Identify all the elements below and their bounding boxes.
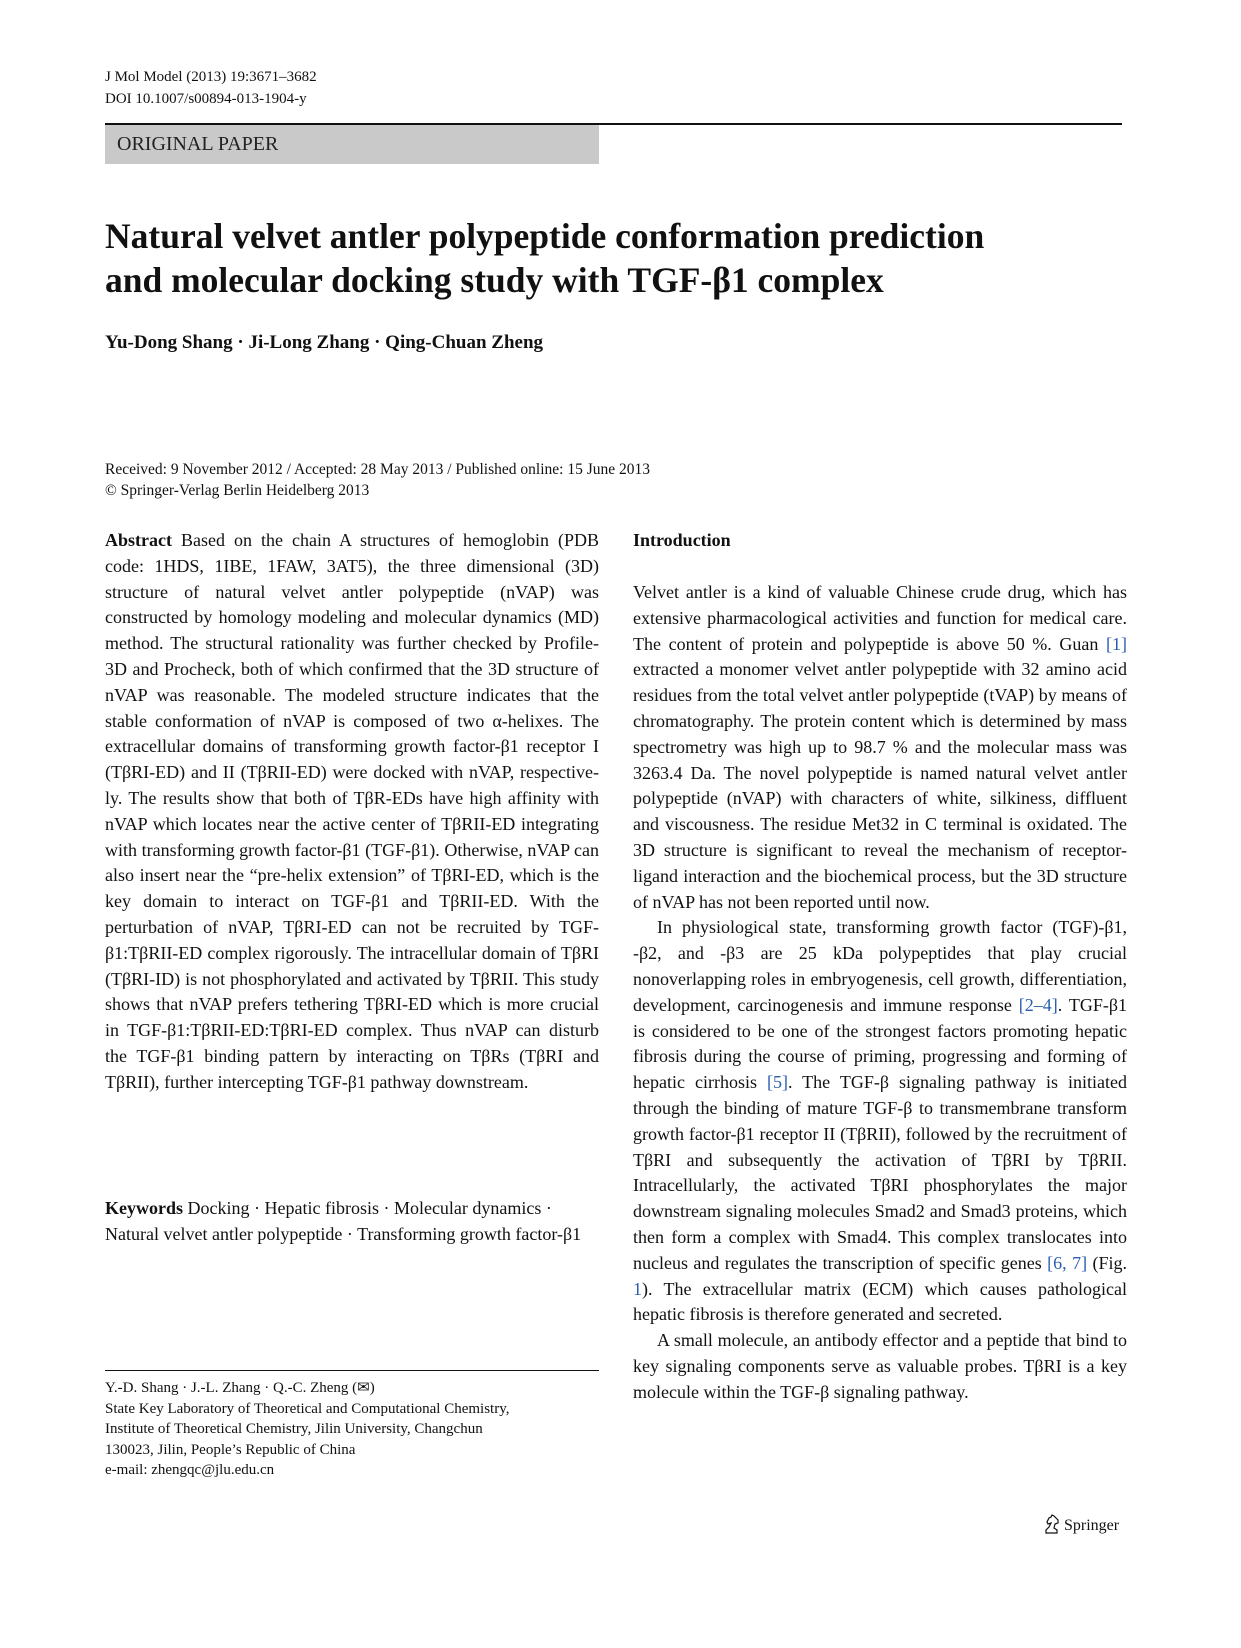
journal-info — [105, 66, 317, 110]
intro-paragraph-3: A small molecule, an antibody effector and a peptide that bind to key signaling components serve as valuable probes. TβRI is a key molecule within the TGF-β signaling pathway. — [633, 1330, 1127, 1402]
copyright-notice: © Springer-Verlag Berlin Heidelberg 2013 — [105, 482, 370, 499]
journal-citation: J Mol Model (2013) 19:3671–3682 — [105, 69, 317, 85]
affiliation-authors: Y.-D. Shang · J.-L. Zhang · Q.-C. Zheng (✉) — [105, 1380, 375, 1396]
title-line-1: Natural velvet antler polypeptide conformation prediction — [105, 216, 985, 256]
title-line-2: and molecular docking study with TGF-β1 complex — [105, 260, 884, 300]
text-span: (Fig. — [1087, 1252, 1127, 1273]
keywords — [105, 1196, 599, 1248]
abstract — [105, 528, 599, 1096]
contact-email[interactable]: e-mail: zhengqc@jlu.edu.cn — [105, 1462, 275, 1479]
doi: DOI 10.1007/s00894-013-1904-y — [105, 91, 307, 107]
abstract-text: Based on the chain A structures of hemoglobin (PDB code: 1HDS, 1IBE, 1FAW, 3AT5), the three dimensional (3D) structure of natural velvet antler polypeptide (nVAP) was constructed by homology modeling and molecular dynamics (MD) method. The structural rationality was further checked by Profile-3D and Procheck, both of which confirmed that the 3D structure of nVAP was reasonable. The modeled structure indicates that the stable conformation of nVAP is composed of two α-helixes. The extracellular domains of transforming growth factor-β1 receptor I (TβRI-ED) and II (TβRII-ED) were docked with nVAP, respectively. The results show that both of TβR-EDs have high affinity with nVAP which locates near the active center of TβRII-ED integrating with transforming growth factor-β1 (TGF-β1). Otherwise, nVAP can also insert near the “pre-helix extension” of TβRI-ED, which is the key domain to interact on TGF-β1 and TβRII-ED. With the perturbation of nVAP, TβRI-ED can not be recruited by TGF-β1:TβRII-ED complex rigorously. The intracellular domain of TβRI (TβRI-ID) is not phosphorylated and activated by TβRII. This study shows that nVAP prefers tethering TβRI-ED which is more crucial in TGF-β1:TβRII-ED:TβRI-ED complex. Thus nVAP can disturb the TGF-β1 binding pattern by interacting on TβRs (TβRI and TβRII), further intercepting TGF-β1 pathway downstream. — [105, 530, 599, 1092]
text-span: ). The extracellular matrix (ECM) which causes pathological hepatic fibrosis is therefore generated and secreted. — [633, 1278, 1127, 1325]
abstract-label: Abstract — [105, 530, 172, 550]
text-span: Velvet antler is a kind of valuable Chinese crude drug, which has extensive pharmacological activities and function for medical care. The content of protein and polypeptide is above 50 %. Guan — [633, 582, 1127, 654]
footnote-rule — [105, 1370, 599, 1371]
text-span: . TGF-β1 is considered to be one of the strongest factors promoting hepatic fibrosis during the course of priming, progressing and forming of hepatic cirrhosis — [633, 994, 1127, 1093]
author-list: Yu-Dong Shang · Ji-Long Zhang · Qing-Chuan Zheng — [105, 332, 544, 353]
paper-type-label: ORIGINAL PAPER — [117, 133, 279, 155]
author-affiliation — [105, 1378, 599, 1481]
citation-link[interactable]: [5] — [766, 1072, 788, 1093]
affiliation-line-3: 130023, Jilin, People’s Republic of China — [105, 1441, 356, 1458]
citation-link[interactable]: [2–4] — [1018, 994, 1058, 1015]
citation-link[interactable]: [6, 7] — [1047, 1252, 1088, 1273]
affiliation-line-1: State Key Laboratory of Theoretical and Computational Chemistry, — [105, 1400, 510, 1417]
paper-title — [105, 214, 1105, 302]
publisher-name: Springer — [1064, 1517, 1120, 1534]
keywords-label: Keywords — [105, 1198, 183, 1218]
intro-paragraph-2 — [633, 915, 1127, 1328]
intro-paragraph-1 — [633, 580, 1127, 915]
text-span: . The TGF-β signaling pathway is initiated through the binding of mature TGF-β to transmembrane transform growth factor-β1 receptor II (TβRII), followed by the recruitment of TβRI and subsequently the activation of TβRI by TβRII. Intracellularly, the activated TβRI phosphorylates the major downstream signaling molecules Smad2 and Smad3 proteins, which then form a complex with Smad4. This complex translocates into nucleus and regulates the transcription of specific genes — [633, 1072, 1127, 1273]
section-heading-introduction: Introduction — [633, 530, 731, 550]
springer-knight-icon — [1043, 1514, 1061, 1534]
text-span: In physiological state, transforming growth factor (TGF)-β1, -β2, and -β3 are 25 kDa polypeptides that play crucial nonoverlapping roles in embryogenesis, cell growth, differentiation, development, carcinogenesis and immune response — [633, 917, 1127, 1015]
publication-dates: Received: 9 November 2012 / Accepted: 28 May 2013 / Published online: 15 June 2013 — [105, 461, 650, 478]
text-span: extracted a monomer velvet antler polypeptide with 32 amino acid residues from the total velvet antler polypeptide (tVAP) by means of chromatography. The protein content which is determined by mass spectrometry was high up to 98.7 % and the molecular mass was 3263.4 Da. The novel polypeptide is named natural velvet antler polypeptide (nVAP) with characters of white, silkiness, diffluent and viscousness. The residue Met32 in C terminal is oxidated. The 3D structure is significant to reveal the mechanism of receptor-ligand interaction and the biochemical process, but the 3D structure of nVAP has not been reported until now. — [633, 659, 1127, 912]
citation-link[interactable]: [1] — [1106, 633, 1127, 654]
introduction-body — [633, 580, 1127, 1406]
affiliation-line-2: Institute of Theoretical Chemistry, Jilin University, Changchun — [105, 1421, 483, 1438]
publisher-mark — [1043, 1514, 1119, 1537]
figure-link[interactable]: 1 — [633, 1278, 642, 1299]
keywords-text: Docking · Hepatic fibrosis · Molecular dynamics · Natural velvet antler polypeptide · Transforming growth factor-β1 — [105, 1198, 582, 1244]
